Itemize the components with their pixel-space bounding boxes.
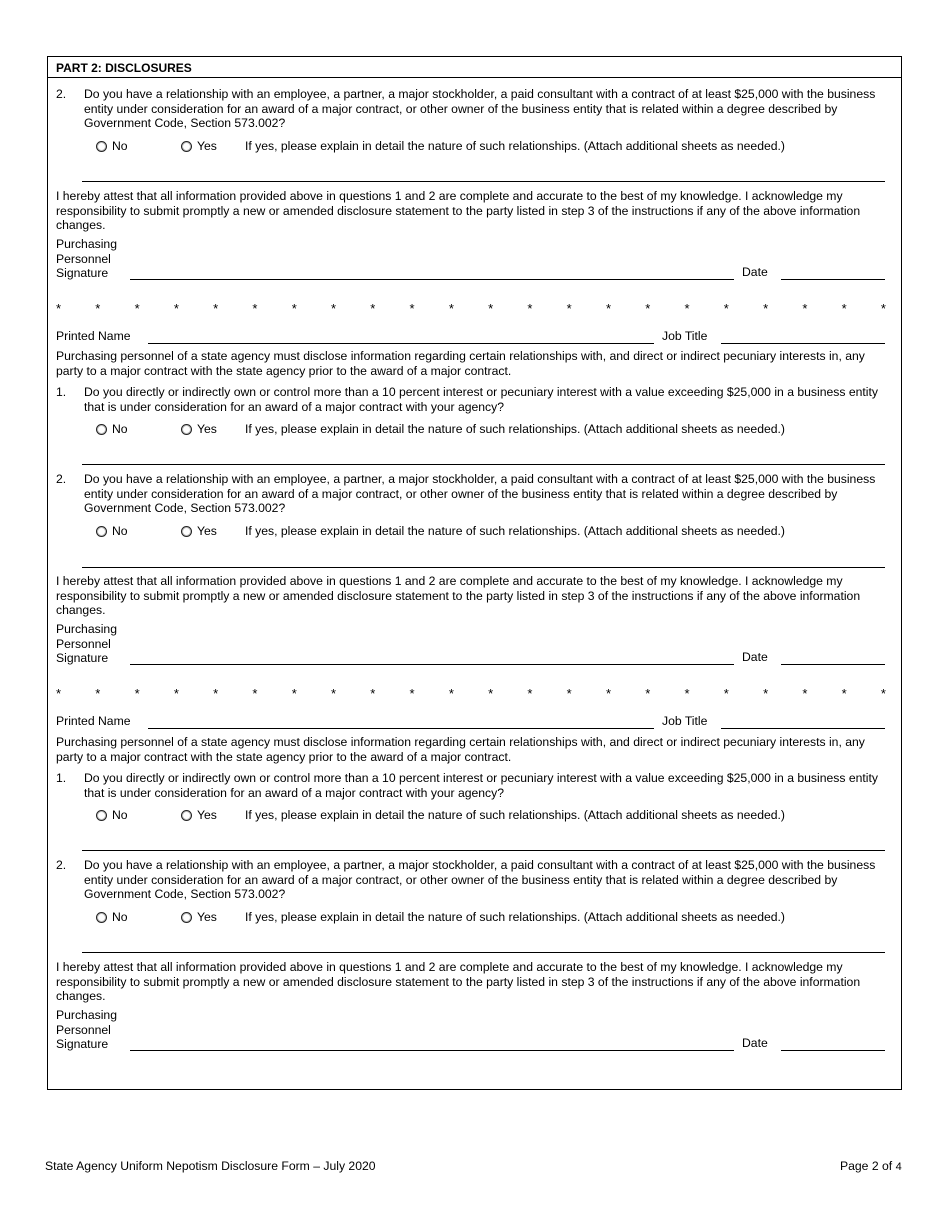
attestation-text: I hereby attest that all information provided above in questions 1 and 2 are complete and accurate to the best of my knowledge. I acknowledge my responsibility to submit promptly a new or amended disclosure statement to the party listed in step 3 of the instructions if any of the above information changes. xyxy=(56,574,861,617)
radio-no-option[interactable] xyxy=(96,139,128,154)
job-title-label: Job Title xyxy=(662,714,708,728)
radio-no-label: No xyxy=(112,139,128,153)
radio-button-icon[interactable] xyxy=(96,141,107,152)
answer-line[interactable] xyxy=(82,181,885,182)
explain-instruction: If yes, please explain in detail the nature of such relationships. (Attach additional sheets as needed.) xyxy=(245,910,785,924)
job-title-line[interactable] xyxy=(721,728,885,729)
date-label: Date xyxy=(742,650,768,664)
radio-yes-label: Yes xyxy=(197,422,217,436)
radio-no-label: No xyxy=(112,524,128,538)
attestation-text: I hereby attest that all information provided above in questions 1 and 2 are complete and accurate to the best of my knowledge. I acknowledge my responsibility to submit promptly a new or amended disclosure statement to the party listed in step 3 of the instructions if any of the above information changes. xyxy=(56,960,861,1003)
radio-no-option[interactable] xyxy=(96,524,128,539)
explain-instruction: If yes, please explain in detail the nature of such relationships. (Attach additional sheets as needed.) xyxy=(245,808,785,822)
signature-line[interactable] xyxy=(130,664,734,665)
signature-label: Purchasing Personnel Signature xyxy=(56,1008,117,1051)
question-1-text: Do you directly or indirectly own or control more than a 10 percent interest or pecuniary interest with a value exceeding $25,000 in a business entity that is under consideration for an award of a major contract with your agency? xyxy=(84,385,878,414)
answer-line[interactable] xyxy=(82,850,885,851)
date-line[interactable] xyxy=(781,664,885,665)
footer-form-title: State Agency Uniform Nepotism Disclosure Form – July 2020 xyxy=(45,1159,376,1173)
intro-text: Purchasing personnel of a state agency must disclose information regarding certain relationships with, and direct or indirect pecuniary interests in, any party to a major contract with the state agency prior to the award of a major contract. xyxy=(56,735,865,764)
disclosure-form-frame xyxy=(47,56,902,1090)
question-2-text: Do you have a relationship with an employee, a partner, a major stockholder, a paid consultant with a contract of at least $25,000 with the business entity under consideration for an award of a major contract, or other owner of the business entity that is related within a degree described by Government Code, Section 573.002? xyxy=(84,87,876,130)
radio-no-label: No xyxy=(112,808,128,822)
radio-yes-label: Yes xyxy=(197,808,217,822)
answer-line[interactable] xyxy=(82,567,885,568)
radio-button-icon[interactable] xyxy=(96,912,107,923)
radio-yes-option[interactable] xyxy=(181,524,217,539)
printed-name-label: Printed Name xyxy=(56,329,131,343)
signature-line[interactable] xyxy=(130,1050,734,1051)
question-1-number: 1. xyxy=(56,385,67,399)
radio-button-icon[interactable] xyxy=(181,526,192,537)
question-2-number: 2. xyxy=(56,472,67,486)
explain-instruction: If yes, please explain in detail the nature of such relationships. (Attach additional sheets as needed.) xyxy=(245,524,785,538)
radio-button-icon[interactable] xyxy=(181,810,192,821)
radio-no-option[interactable] xyxy=(96,910,128,925)
radio-yes-label: Yes xyxy=(197,139,217,153)
question-1-text: Do you directly or indirectly own or control more than a 10 percent interest or pecuniary interest with a value exceeding $25,000 in a business entity that is under consideration for an award of a major contract with your agency? xyxy=(84,771,878,800)
date-line[interactable] xyxy=(781,279,885,280)
intro-text: Purchasing personnel of a state agency must disclose information regarding certain relationships with, and direct or indirect pecuniary interests in, any party to a major contract with the state agency prior to the award of a major contract. xyxy=(56,349,865,378)
radio-yes-label: Yes xyxy=(197,910,217,924)
explain-instruction: If yes, please explain in detail the nature of such relationships. (Attach additional sheets as needed.) xyxy=(245,422,785,436)
job-title-label: Job Title xyxy=(662,329,708,343)
radio-yes-option[interactable] xyxy=(181,808,217,823)
radio-no-option[interactable] xyxy=(96,808,128,823)
explain-instruction: If yes, please explain in detail the nature of such relationships. (Attach additional sheets as needed.) xyxy=(245,139,785,153)
date-label: Date xyxy=(742,1036,768,1050)
radio-yes-option[interactable] xyxy=(181,910,217,925)
printed-name-line[interactable] xyxy=(148,343,654,344)
question-2-text: Do you have a relationship with an employee, a partner, a major stockholder, a paid consultant with a contract of at least $25,000 with the business entity under consideration for an award of a major contract, or other owner of the business entity that is related within a degree described by Government Code, Section 573.002? xyxy=(84,472,876,515)
radio-button-icon[interactable] xyxy=(96,526,107,537)
radio-no-option[interactable] xyxy=(96,422,128,437)
signature-label: Purchasing Personnel Signature xyxy=(56,622,117,665)
radio-button-icon[interactable] xyxy=(96,424,107,435)
footer-page-number: Page 2 of 4 xyxy=(840,1159,902,1173)
radio-button-icon[interactable] xyxy=(181,912,192,923)
question-2-text: Do you have a relationship with an employee, a partner, a major stockholder, a paid consultant with a contract of at least $25,000 with the business entity under consideration for an award of a major contract, or other owner of the business entity that is related within a degree described by Government Code, Section 573.002? xyxy=(84,858,876,901)
attestation-text: I hereby attest that all information provided above in questions 1 and 2 are complete and accurate to the best of my knowledge. I acknowledge my responsibility to submit promptly a new or amended disclosure statement to the party listed in step 3 of the instructions if any of the above information changes. xyxy=(56,189,861,232)
radio-yes-label: Yes xyxy=(197,524,217,538)
question-1-number: 1. xyxy=(56,771,67,785)
job-title-line[interactable] xyxy=(721,343,885,344)
radio-no-label: No xyxy=(112,910,128,924)
star-separator: * * * * * * * * * * * * * * * * * * * * * * xyxy=(56,301,886,316)
part-title: PART 2: DISCLOSURES xyxy=(56,61,192,75)
signature-label: Purchasing Personnel Signature xyxy=(56,237,117,280)
radio-yes-option[interactable] xyxy=(181,139,217,154)
radio-no-label: No xyxy=(112,422,128,436)
part-header xyxy=(48,57,901,78)
radio-yes-option[interactable] xyxy=(181,422,217,437)
radio-button-icon[interactable] xyxy=(181,424,192,435)
date-line[interactable] xyxy=(781,1050,885,1051)
question-2-number: 2. xyxy=(56,87,67,101)
star-separator: * * * * * * * * * * * * * * * * * * * * * * xyxy=(56,686,886,701)
answer-line[interactable] xyxy=(82,464,885,465)
answer-line[interactable] xyxy=(82,952,885,953)
question-2-number: 2. xyxy=(56,858,67,872)
radio-button-icon[interactable] xyxy=(96,810,107,821)
date-label: Date xyxy=(742,265,768,279)
printed-name-label: Printed Name xyxy=(56,714,131,728)
signature-line[interactable] xyxy=(130,279,734,280)
printed-name-line[interactable] xyxy=(148,728,654,729)
radio-button-icon[interactable] xyxy=(181,141,192,152)
